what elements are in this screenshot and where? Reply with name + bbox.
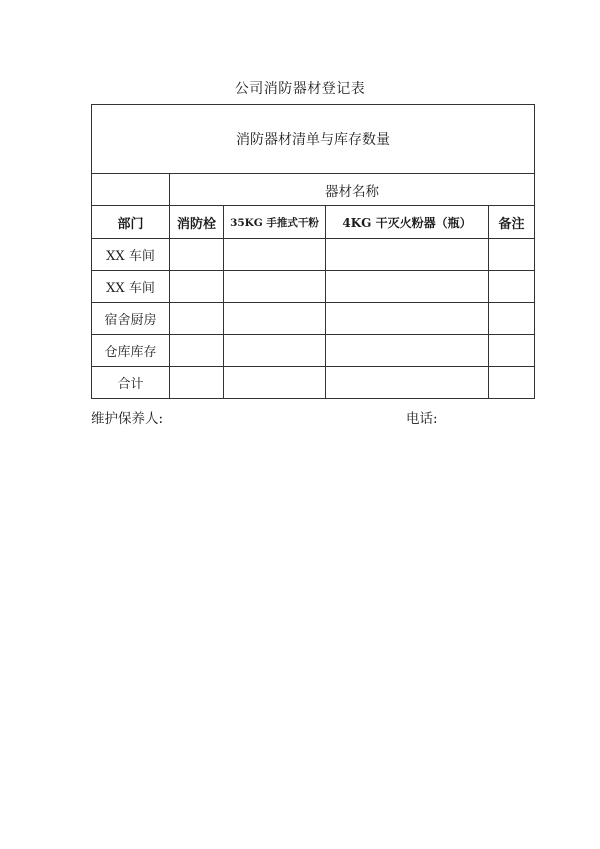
- cell-hydrant[interactable]: [170, 239, 224, 271]
- table-row: [92, 303, 535, 335]
- row-department: 宿舍厨房: [92, 303, 170, 335]
- cell-powder-extinguisher[interactable]: [326, 335, 489, 367]
- table-row-total: [92, 367, 535, 399]
- maintainer-label: 维护保养人:: [91, 411, 164, 427]
- row-department: 仓库库存: [92, 335, 170, 367]
- cell-powder-extinguisher[interactable]: [326, 303, 489, 335]
- empty-corner-cell: [92, 174, 170, 206]
- table-row: [92, 271, 535, 303]
- cell-cart-extinguisher[interactable]: [224, 271, 326, 303]
- table-caption: 消防器材清单与库存数量: [92, 105, 535, 174]
- cell-powder-extinguisher[interactable]: [326, 271, 489, 303]
- cell-remarks[interactable]: [489, 367, 535, 399]
- phone-label: 电话:: [406, 411, 438, 427]
- cell-remarks[interactable]: [489, 271, 535, 303]
- cell-cart-extinguisher[interactable]: [224, 335, 326, 367]
- cell-cart-extinguisher[interactable]: [224, 239, 326, 271]
- column-header-row: [92, 206, 535, 239]
- cell-hydrant[interactable]: [170, 271, 224, 303]
- cell-powder-extinguisher[interactable]: [326, 367, 489, 399]
- cell-remarks[interactable]: [489, 303, 535, 335]
- cell-powder-extinguisher[interactable]: [326, 239, 489, 271]
- row-department: 合计: [92, 367, 170, 399]
- header-remarks: 备注: [489, 206, 535, 239]
- equipment-register-table: [91, 104, 535, 399]
- cell-hydrant[interactable]: [170, 303, 224, 335]
- table-caption-row: [92, 105, 535, 174]
- document-title: 公司消防器材登记表: [234, 81, 366, 97]
- row-department: XX 车间: [92, 239, 170, 271]
- cell-remarks[interactable]: [489, 335, 535, 367]
- cell-cart-extinguisher[interactable]: [224, 367, 326, 399]
- header-powder-extinguisher: 4KG 干灭火粉器（瓶）: [326, 206, 489, 239]
- table-row: [92, 335, 535, 367]
- group-header-equipment-name: 器材名称: [170, 174, 535, 206]
- table-row: [92, 239, 535, 271]
- cell-hydrant[interactable]: [170, 335, 224, 367]
- group-header-row: [92, 174, 535, 206]
- cell-hydrant[interactable]: [170, 367, 224, 399]
- row-department: XX 车间: [92, 271, 170, 303]
- header-hydrant: 消防栓: [170, 206, 224, 239]
- cell-cart-extinguisher[interactable]: [224, 303, 326, 335]
- header-cart-extinguisher: 35KG 手推式干粉: [224, 206, 326, 239]
- header-department: 部门: [92, 206, 170, 239]
- cell-remarks[interactable]: [489, 239, 535, 271]
